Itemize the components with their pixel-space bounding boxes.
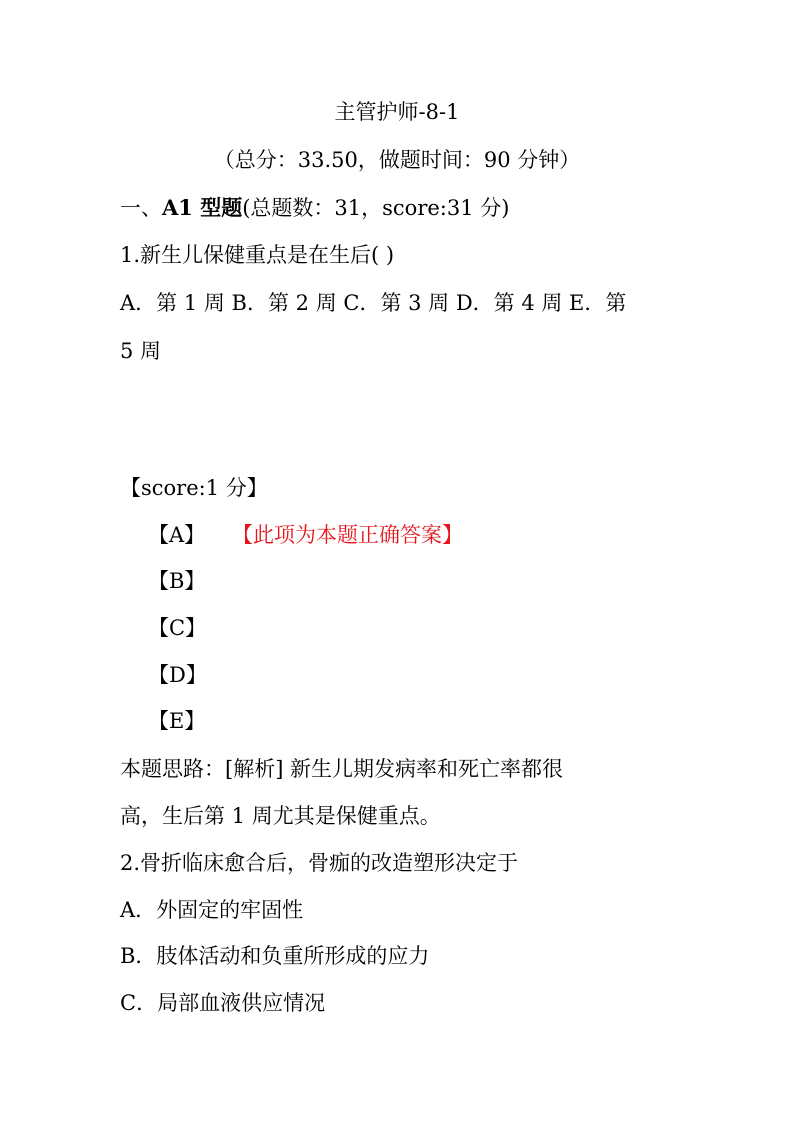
question-2-stem: 2.骨折临床愈合后，骨痂的改造塑形决定于 (120, 851, 519, 875)
section-meta: (总题数：31，score:31 分) (242, 196, 510, 220)
question-2-option-b: B．肢体活动和负重所形成的应力 (120, 944, 430, 968)
choice-a: 【A】 (148, 523, 206, 547)
choice-b: 【B】 (148, 569, 206, 593)
question-1-score: 【score:1 分】 (120, 476, 268, 500)
document-subtitle: （总分：33.50，做题时间：90 分钟） (213, 148, 581, 172)
document-title: 主管护师-8-1 (334, 100, 460, 124)
question-2-option-a: A．外固定的牢固性 (120, 898, 304, 922)
choice-e: 【E】 (148, 709, 206, 733)
correct-answer-note: 【此项为本题正确答案】 (232, 523, 463, 547)
section-prefix: 一、 (120, 196, 162, 220)
question-1-analysis-line-1: 本题思路：[解析] 新生儿期发病率和死亡率都很 (120, 757, 564, 781)
question-1-analysis-line-2: 高，生后第 1 周尤其是保健重点。 (120, 804, 441, 828)
choice-d: 【D】 (148, 663, 207, 687)
section-heading (120, 193, 509, 223)
section-name: A1 型题 (162, 195, 243, 220)
question-1-stem: 1.新生儿保健重点是在生后( ) (120, 243, 395, 267)
question-1-options-line-2: 5 周 (120, 339, 162, 363)
question-2-option-c: C．局部血液供应情况 (120, 991, 326, 1015)
choice-c: 【C】 (148, 616, 207, 640)
question-1-options-line-1: A．第 1 周 B．第 2 周 C．第 3 周 D．第 4 周 E．第 (120, 291, 627, 315)
